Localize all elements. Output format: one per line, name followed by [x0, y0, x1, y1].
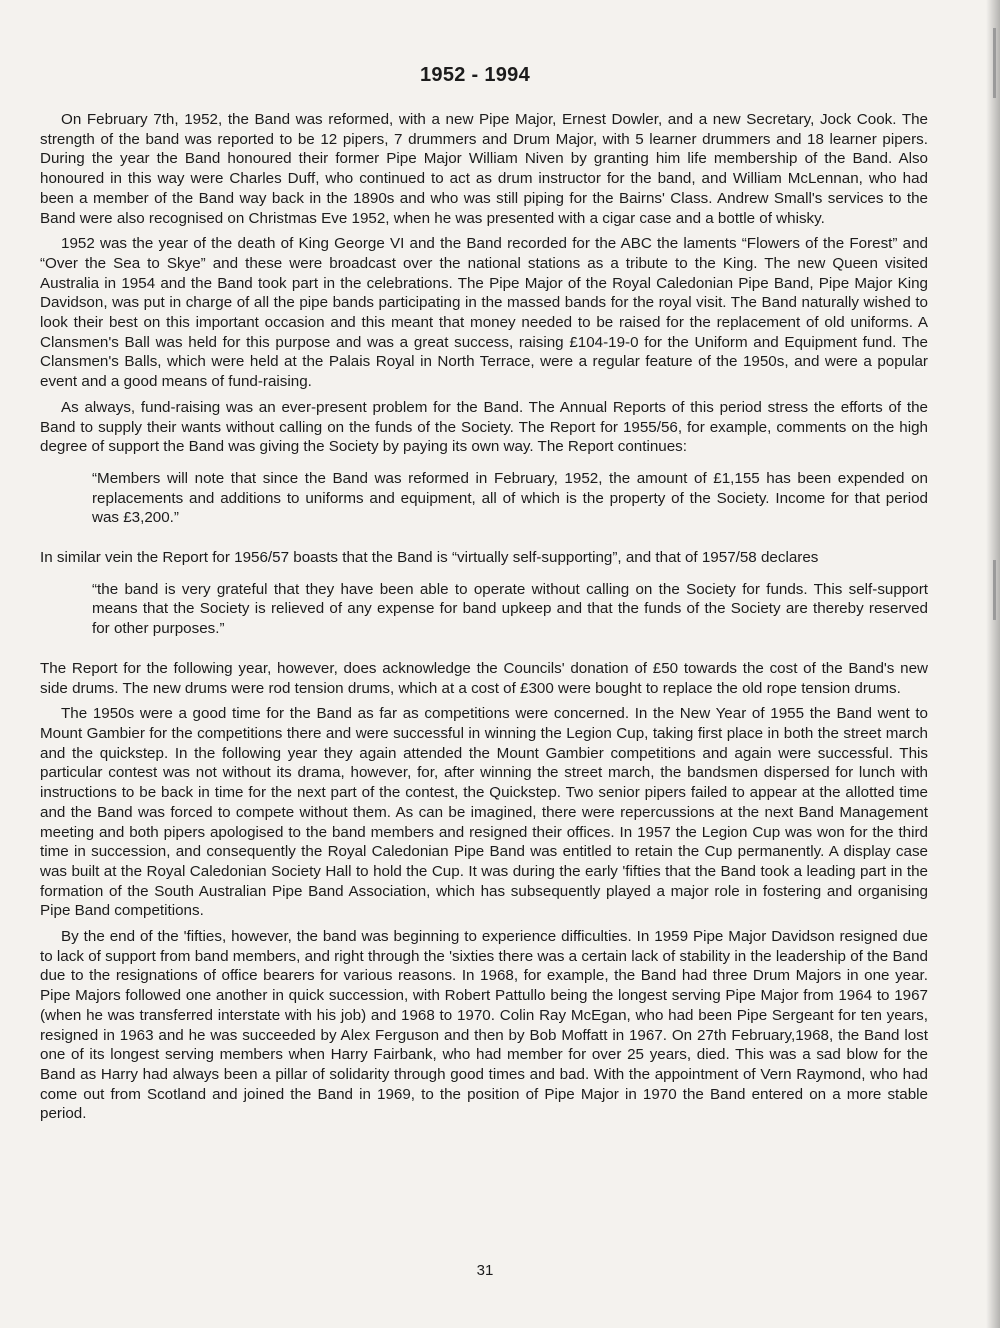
- quote-1: “Members will note that since the Band was reformed in February, 1952, the amount of £1,155 has been expended on replacements and additions to uniforms and equipment, all of which is the property of the Society. Income for that period was £3,200.”: [92, 469, 928, 527]
- page-edge-mark: [993, 28, 996, 98]
- paragraph-5: The Report for the following year, however, does acknowledge the Councils' donation of £50 towards the cost of the Band's new side drums. The new drums were rod tension drums, which at a cost of £300 were bought to replace the old rope tension drums.: [40, 659, 928, 697]
- paragraph-7: By the end of the 'fifties, however, the band was beginning to experience difficulties. In 1959 Pipe Major Davidson resigned due to lack of support from band members, and right through the 'sixties there was a certain lack of stability in the leadership of the Band due to the resignations of office bearers for various reasons. In 1968, for example, the Band had three Drum Majors in one year. Pipe Majors followed one another in quick succession, with Robert Pattullo being the longest serving Pipe Major from 1964 to 1967 (when he was transferred interstate with his job) and 1968 to 1970. Colin Ray McEgan, who had been Pipe Sergeant for ten years, resigned in 1963 and he was succeeded by Alex Ferguson and then by Bob Moffatt in 1967. On 27th February,1968, the Band lost one of its longest serving members when Harry Fairbank, who had member for over 25 years, died. This was a sad blow for the Band as Harry had always been a pillar of solidarity through good times and bad. With the appointment of Vern Raymond, who had come out from Scotland and joined the Band in 1969, to the position of Pipe Major in 1970 the Band entered on a more stable period.: [40, 928, 928, 1123]
- paragraph-3: As always, fund-raising was an ever-present problem for the Band. The Annual Reports of this period stress the efforts of the Band to supply their wants without calling on the funds of the Society. The Report for 1955/56, for example, comments on the high degree of support the Band was giving the Society by paying its own way. The Report continues:: [40, 398, 928, 456]
- page-edge-shadow: [986, 0, 1000, 1328]
- page-title: 1952 - 1994: [419, 64, 531, 86]
- quote-2: “the band is very grateful that they have been able to operate without calling on the Society for funds. This self-support means that the Society is relieved of any expense for band upkeep and that the funds of the Society are thereby reserved for other purposes.”: [92, 580, 928, 638]
- body-text: [40, 110, 928, 1130]
- page-number: 31: [476, 1262, 494, 1279]
- paragraph-6: The 1950s were a good time for the Band as far as competitions were concerned. In the New Year of 1955 the Band went to Mount Gambier for the competitions there and were successful in winning the Legion Cup, taking first place in both the street march and the quickstep. In the following year they again attended the Mount Gambier competitions and again were successful. This particular contest was not without its drama, however, for, after winning the street march, the bandsmen dispersed for lunch with instructions to be back in time for the next part of the contest, the Quickstep. Two senior pipers failed to appear at the allotted time and the Band was forced to compete without them. As can be imagined, there were repercussions at the next Band Management meeting and both pipers apologised to the band members and resigned their offices. In 1957 the Legion Cup was won for the third time in succession, and consequently the Royal Caledonian Pipe Band was entitled to retain the Cup permanently. A display case was built at the Royal Caledonian Society Hall to hold the Cup. It was during the early 'fifties that the Band took a leading part in the formation of the South Australian Pipe Band Association, which has subsequently played a major role in fostering and organising Pipe Band competitions.: [40, 705, 928, 920]
- page-edge-mark: [993, 560, 996, 620]
- paragraph-2: 1952 was the year of the death of King George VI and the Band recorded for the ABC the laments “Flowers of the Forest” and “Over the Sea to Skye” and these were broadcast over the national stations as a tribute to the King. The new Queen visited Australia in 1954 and the Band took part in the celebrations. The Pipe Major of the Royal Caledonian Pipe Band, Pipe Major King Davidson, was put in charge of all the pipe bands participating in the massed bands for the royal visit. The Band naturally wished to look their best on this important occasion and this meant that money needed to be raised for the replacement of old uniforms. A Clansmen's Ball was held for this purpose and was a great success, raising £104-19-0 for the Uniform and Equipment fund. The Clansmen's Balls, which were held at the Palais Royal in North Terrace, were a regular feature of the 1950s, and were a popular event and a good means of fund-raising.: [40, 235, 928, 391]
- paragraph-4: In similar vein the Report for 1956/57 boasts that the Band is “virtually self-supporting”, and that of 1957/58 declares: [40, 549, 819, 567]
- paragraph-1: On February 7th, 1952, the Band was reformed, with a new Pipe Major, Ernest Dowler, and a new Secretary, Jock Cook. The strength of the band was reported to be 12 pipers, 7 drummers and Drum Major, with 5 learner drummers and 18 learner pipers. During the year the Band honoured their former Pipe Major William Niven by granting him life membership of the Band. Also honoured in this way were Charles Duff, who continued to act as drum instructor for the band, and William McLennan, who had been a member of the Band way back in the 1890s and who was still piping for the Bairns' Class. Andrew Small's services to the Band were also recognised on Christmas Eve 1952, when he was presented with a cigar case and a bottle of whisky.: [40, 111, 928, 227]
